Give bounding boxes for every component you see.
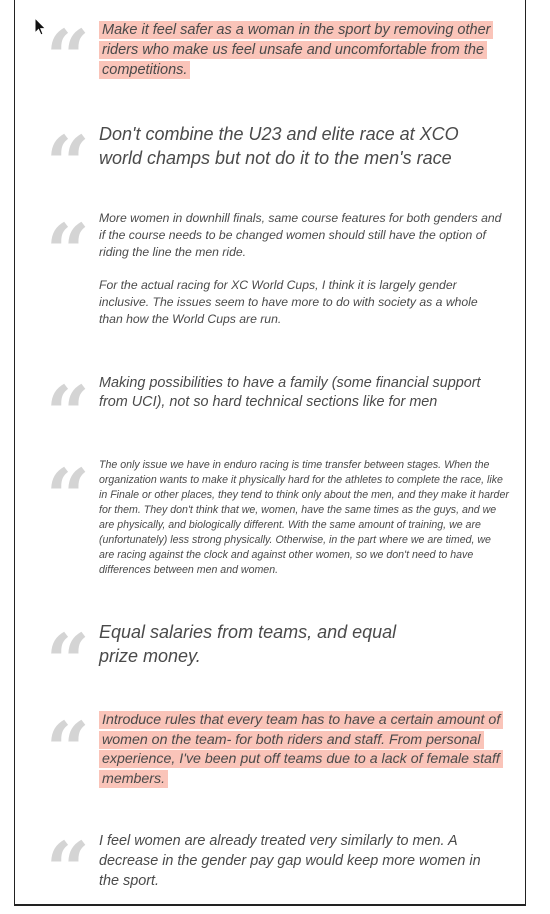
quote-paragraph: More women in downhill finals, same course features for both genders and if the course needs to be changed women should still have the option of riding the line the men ride. (99, 211, 502, 259)
mouse-pointer-icon (34, 17, 48, 37)
highlighted-text: Introduce rules that every team has to have a certain amount of women on the team- for both riders and staff. From personal experience, I've been put off teams due to a lack of female staff members. (99, 711, 503, 788)
quote-paragraph: Making possibilities to have a family (some financial support from UCI), not so hard technical sections like for men (99, 375, 481, 410)
quote-paragraph: The only issue we have in enduro racing is time transfer between stages. When the organization wants to make it physically hard for the athletes to complete the race, like in Finale or other places, they tend to think only about the men, and they make it harder for them. They don't think that we, women, have the same times as the guys, and we are physically, and biologically different. With the same amount of training, we are (unfortunately) less strong physically. Otherwise, in the part where we are timed, we are racing against the clock and against other women, so we don't need to have differences between men and women. (99, 459, 509, 576)
quote-text (99, 711, 504, 789)
quote-text (99, 210, 504, 328)
highlighted-text: Make it feel safer as a woman in the sport by removing other riders who make us feel unsafe and uncomfortable from the competitions. (99, 21, 493, 79)
quote-mark-icon: “ (46, 119, 84, 208)
quote-mark-icon: “ (46, 369, 84, 458)
quote-paragraph: For the actual racing for XC World Cups, I think it is largely gender inclusive. The issues seem to have more to do with society as a whole than how the World Cups are run. (99, 278, 478, 326)
quote-page (14, 0, 526, 914)
quote-text (99, 458, 509, 578)
quote-paragraph: I feel women are already treated very similarly to men. A decrease in the gender pay gap would keep more women in the sport. (99, 833, 481, 889)
quote-text (99, 620, 429, 668)
quote-mark-icon: “ (46, 207, 84, 296)
quote-mark-icon: “ (46, 617, 84, 706)
quote-text (99, 374, 489, 412)
quote-mark-icon: “ (46, 452, 84, 541)
quote-text (99, 122, 484, 170)
quote-mark-icon: “ (46, 825, 84, 914)
quote-paragraph: Equal salaries from teams, and equal prize money. (99, 622, 397, 666)
quote-mark-icon: “ (46, 13, 84, 102)
quote-text (99, 20, 499, 80)
quote-text (99, 831, 489, 891)
quote-paragraph: Don't combine the U23 and elite race at XCO world champs but not do it to the men's race (99, 124, 459, 168)
quote-mark-icon: “ (46, 705, 84, 794)
